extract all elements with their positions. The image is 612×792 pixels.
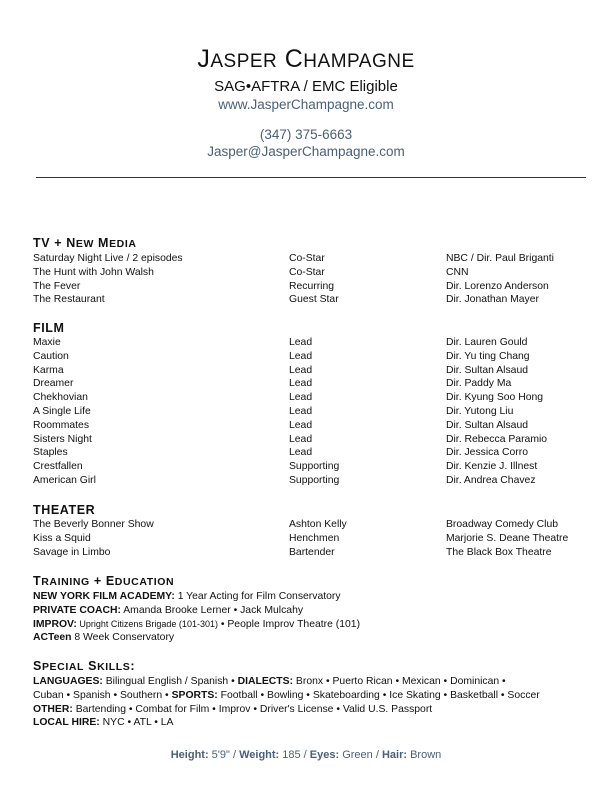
section-title: SPECIAL SKILLS: <box>33 659 136 673</box>
skills-section <box>33 659 581 730</box>
credit-row <box>33 364 581 378</box>
credit-title: A Single Life <box>33 405 91 417</box>
credit-role: Lead <box>289 337 313 348</box>
credit-role: Lead <box>289 392 313 404</box>
section-title: TV + NEW MEDIA <box>33 236 137 250</box>
skills-line: OTHER: Bartending • Combat for Film • Improv • Driver's License • Valid U.S. Passport <box>33 703 433 715</box>
credit-row <box>33 350 581 364</box>
credit-row <box>33 419 581 433</box>
credit-title: Staples <box>33 447 68 459</box>
credit-title: Saturday Night Live / 2 episodes <box>33 253 183 264</box>
credit-role: Lead <box>289 447 313 459</box>
credit-company: Dir. Paddy Ma <box>446 378 512 390</box>
theater-section <box>33 503 581 559</box>
credit-role: Lead <box>289 419 313 431</box>
training-section <box>33 574 581 645</box>
actor-name: JASPER CHAMPAGNE <box>197 45 415 73</box>
credit-row <box>33 433 581 447</box>
tv-section <box>33 236 581 307</box>
credit-company: NBC / Dir. Paul Briganti <box>446 253 554 264</box>
skills-line: LOCAL HIRE: NYC • ATL • LA <box>33 717 174 729</box>
credit-role: Supporting <box>289 474 340 486</box>
credit-role: Henchmen <box>289 532 340 544</box>
credit-row <box>33 474 581 488</box>
credit-role: Lead <box>289 364 313 376</box>
credit-row <box>33 446 581 460</box>
credit-role: Bartender <box>289 546 335 558</box>
credit-title: American Girl <box>33 474 96 486</box>
resume-header <box>0 44 612 160</box>
credit-role: Co-Star <box>289 266 325 278</box>
email-link[interactable]: Jasper@JasperChampagne.com <box>207 144 405 159</box>
training-line: NEW YORK FILM ACADEMY: 1 Year Acting for Film Conservatory <box>33 591 341 602</box>
credit-title: Savage in Limbo <box>33 546 111 558</box>
credit-row <box>33 252 581 266</box>
credit-company: Dir. Lauren Gould <box>446 337 528 348</box>
credit-company: Dir. Yu ting Chang <box>446 350 530 362</box>
section-title: THEATER <box>33 503 96 517</box>
credit-company: The Black Box Theatre <box>446 546 552 558</box>
section-title: FILM <box>33 321 65 335</box>
credit-row <box>33 336 581 350</box>
credit-title: Kiss a Squid <box>33 532 91 544</box>
credit-title: The Restaurant <box>33 294 105 306</box>
credit-title: Maxie <box>33 337 61 348</box>
credit-role: Lead <box>289 350 313 362</box>
physical-stats: Height: 5'9" / Weight: 185 / Eyes: Green / Hair: Brown <box>170 749 442 761</box>
section-title: TRAINING + EDUCATION <box>33 574 175 588</box>
credit-company: Dir. Rebecca Paramio <box>446 433 548 445</box>
credit-row <box>33 266 581 280</box>
credit-row <box>33 377 581 391</box>
credit-title: Caution <box>33 350 69 362</box>
credit-company: Dir. Yutong Liu <box>446 405 514 417</box>
credit-company: Marjorie S. Deane Theatre <box>446 532 569 544</box>
credit-company: CNN <box>446 266 469 278</box>
training-line: IMPROV: Upright Citizens Brigade (101-301) • People Improv Theatre (101) <box>33 618 361 630</box>
credit-row <box>33 293 581 307</box>
credit-row <box>33 280 581 294</box>
credit-role: Lead <box>289 378 313 390</box>
skills-line: LANGUAGES: Bilingual English / Spanish • DIALECTS: Bronx • Puerto Rican • Mexican • Dominican • <box>33 676 506 687</box>
credit-role: Supporting <box>289 461 340 473</box>
credit-title: The Fever <box>33 280 81 292</box>
training-line: PRIVATE COACH: Amanda Brooke Lerner • Jack Mulcahy <box>33 604 304 616</box>
skills-line: Cuban • Spanish • Southern • SPORTS: Football • Bowling • Skateboarding • Ice Skating • Basketball • Soccer <box>33 689 540 701</box>
credit-role: Guest Star <box>289 294 339 306</box>
credit-company: Dir. Lorenzo Anderson <box>446 280 549 292</box>
credit-company: Dir. Sultan Alsaud <box>446 419 529 431</box>
header-divider <box>36 177 586 178</box>
website-link[interactable]: www.JasperChampagne.com <box>218 97 394 112</box>
credit-role: Recurring <box>289 280 335 292</box>
credit-role: Co-Star <box>289 253 325 264</box>
credit-title: The Hunt with John Walsh <box>33 266 154 278</box>
credit-company: Dir. Sultan Alsaud <box>446 364 529 376</box>
credit-row <box>33 546 581 560</box>
credit-company: Dir. Jonathan Mayer <box>446 294 539 306</box>
credit-company: Dir. Kyung Soo Hong <box>446 392 544 404</box>
credit-title: Sisters Night <box>33 433 92 445</box>
credit-row <box>33 391 581 405</box>
film-section <box>33 321 581 488</box>
credit-title: Karma <box>33 364 64 376</box>
credit-company: Dir. Andrea Chavez <box>446 474 536 486</box>
credit-title: Dreamer <box>33 378 74 390</box>
union-status: SAG•AFTRA / EMC Eligible <box>214 78 398 95</box>
credit-row <box>33 518 581 532</box>
credit-title: Crestfallen <box>33 461 83 473</box>
phone-number: (347) 375-6663 <box>259 127 353 142</box>
credit-title: Chekhovian <box>33 392 88 404</box>
training-line: ACTeen 8 Week Conservatory <box>33 632 175 644</box>
credit-role: Ashton Kelly <box>289 519 347 530</box>
credit-row <box>33 460 581 474</box>
credit-company: Broadway Comedy Club <box>446 519 559 530</box>
credit-role: Lead <box>289 433 313 445</box>
credit-row <box>33 405 581 419</box>
credit-title: The Beverly Bonner Show <box>33 519 154 530</box>
credit-company: Dir. Kenzie J. Illnest <box>446 461 538 473</box>
credit-role: Lead <box>289 405 313 417</box>
credit-title: Roommates <box>33 419 90 431</box>
credit-row <box>33 532 581 546</box>
credit-company: Dir. Jessica Corro <box>446 447 528 459</box>
